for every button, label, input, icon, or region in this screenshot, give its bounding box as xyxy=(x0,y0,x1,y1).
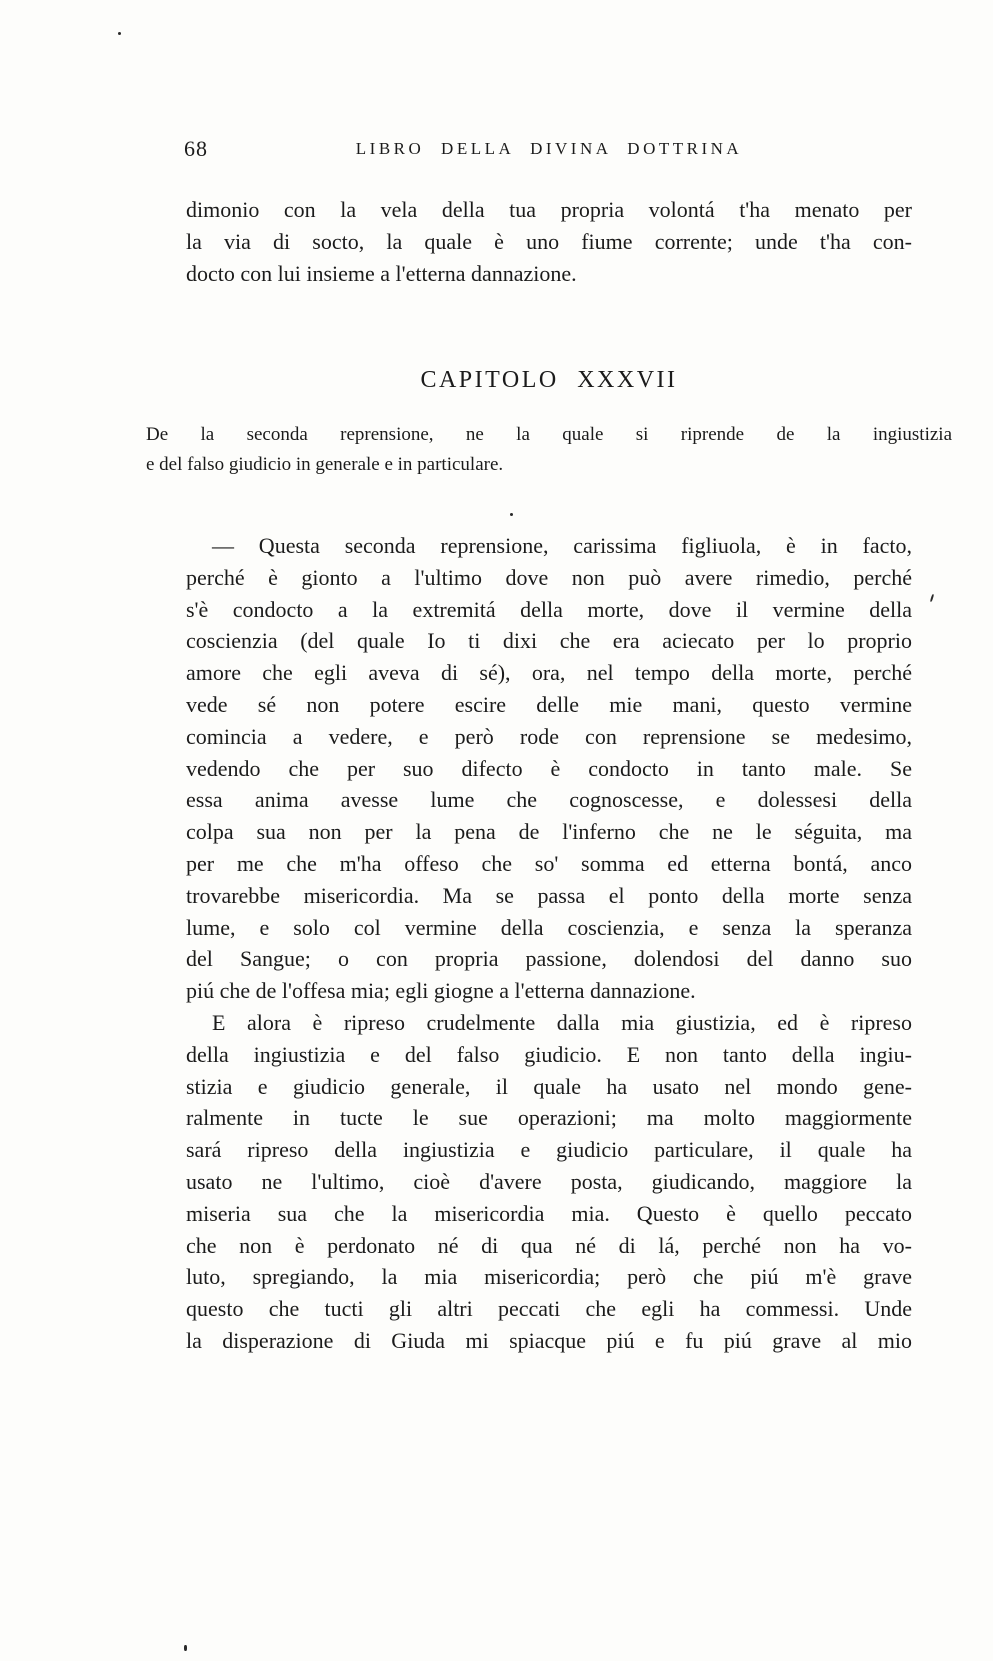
text-line: della ingiustizia e del falso giudicio. E non tanto della ingiu- xyxy=(186,1041,912,1067)
text-line: usato ne l'ultimo, cioè d'avere posta, giudicando, maggiore la xyxy=(186,1168,912,1194)
text-line: colpa sua non per la pena de l'inferno che ne le séguita, ma xyxy=(186,819,912,845)
scan-speck xyxy=(930,594,934,602)
text-line: vede sé non potere escire delle mie mani, questo vermine xyxy=(186,691,912,717)
text-line: dimonio con la vela della tua propria volontá t'ha menato per xyxy=(186,197,912,222)
text-line: ralmente in tucte le sue operazioni; ma molto maggiormente xyxy=(186,1105,912,1131)
text-line: perché è gionto a l'ultimo dove non può avere rimedio, perché xyxy=(186,564,912,590)
body-paragraph-2 xyxy=(186,1007,912,1357)
text-line: trovarebbe misericordia. Ma se passa el ponto della morte senza xyxy=(186,882,912,908)
text-line: coscienzia (del quale Io ti dixi che era aciecato per lo proprio xyxy=(186,628,912,654)
scan-speck xyxy=(118,32,121,35)
text-line: piú che de l'offesa mia; egli giogne a l'etterna dannazione. xyxy=(186,978,696,1004)
text-line: lume, e solo col vermine della coscienzia, e senza la speranza xyxy=(186,914,912,940)
text-line: docto con lui insieme a l'etterna dannazione. xyxy=(186,261,577,286)
text-line: per me che m'ha offeso che so' somma ed etterna bontá, anco xyxy=(186,850,912,876)
text-line: amore che egli aveva di sé), ora, nel tempo della morte, perché xyxy=(186,660,912,686)
text-line: stizia e giudicio generale, il quale ha usato nel mondo gene- xyxy=(186,1073,912,1099)
scan-speck xyxy=(510,513,513,516)
text-line: De la seconda reprensione, ne la quale si riprende de la ingiustizia xyxy=(146,424,952,445)
chapter-subtitle xyxy=(146,420,952,480)
text-line: E alora è ripreso crudelmente dalla mia giustizia, ed è ripreso xyxy=(212,1009,912,1035)
text-line: la disperazione di Giuda mi spiacque piú e fu piú grave al mio xyxy=(186,1327,912,1353)
text-line: che non è perdonato né di qua né di lá, perché non ha vo- xyxy=(186,1232,912,1258)
text-line: miseria sua che la misericordia mia. Questo è quello peccato xyxy=(186,1200,912,1226)
text-line: s'è condocto a la extremitá della morte, dove il vermine della xyxy=(186,596,912,622)
body-paragraph-1 xyxy=(186,530,912,1007)
text-line: e del falso giudicio in generale e in particulare. xyxy=(146,454,504,475)
scan-speck xyxy=(184,1645,187,1651)
intro-paragraph xyxy=(186,194,912,290)
text-line: questo che tucti gli altri peccati che egli ha commessi. Unde xyxy=(186,1296,912,1322)
text-line: vedendo che per suo difecto è condocto in tanto male. Se xyxy=(186,755,912,781)
text-line: — Questa seconda reprensione, carissima figliuola, è in facto, xyxy=(212,533,912,558)
text-line: del Sangue; o con propria passione, dolendosi del danno suo xyxy=(186,946,912,972)
chapter-title: CAPITOLO XXXVII xyxy=(420,367,678,393)
text-line: comincia a vedere, e però rode con reprensione se medesimo, xyxy=(186,723,912,749)
body-text xyxy=(186,530,912,1357)
running-title: LIBRO DELLA DIVINA DOTTRINA xyxy=(355,139,743,158)
text-line: luto, spregiando, la mia misericordia; però che piú m'è grave xyxy=(186,1264,912,1290)
page-number: 68 xyxy=(184,136,208,161)
text-line: sará ripreso della ingiustizia e giudicio particulare, il quale ha xyxy=(186,1137,912,1163)
text-line: essa anima avesse lume che cognoscesse, e dolessesi della xyxy=(186,787,912,813)
page-header xyxy=(186,136,912,162)
text-line: la via di socto, la quale è uno fiume corrente; unde t'ha con- xyxy=(186,229,912,254)
